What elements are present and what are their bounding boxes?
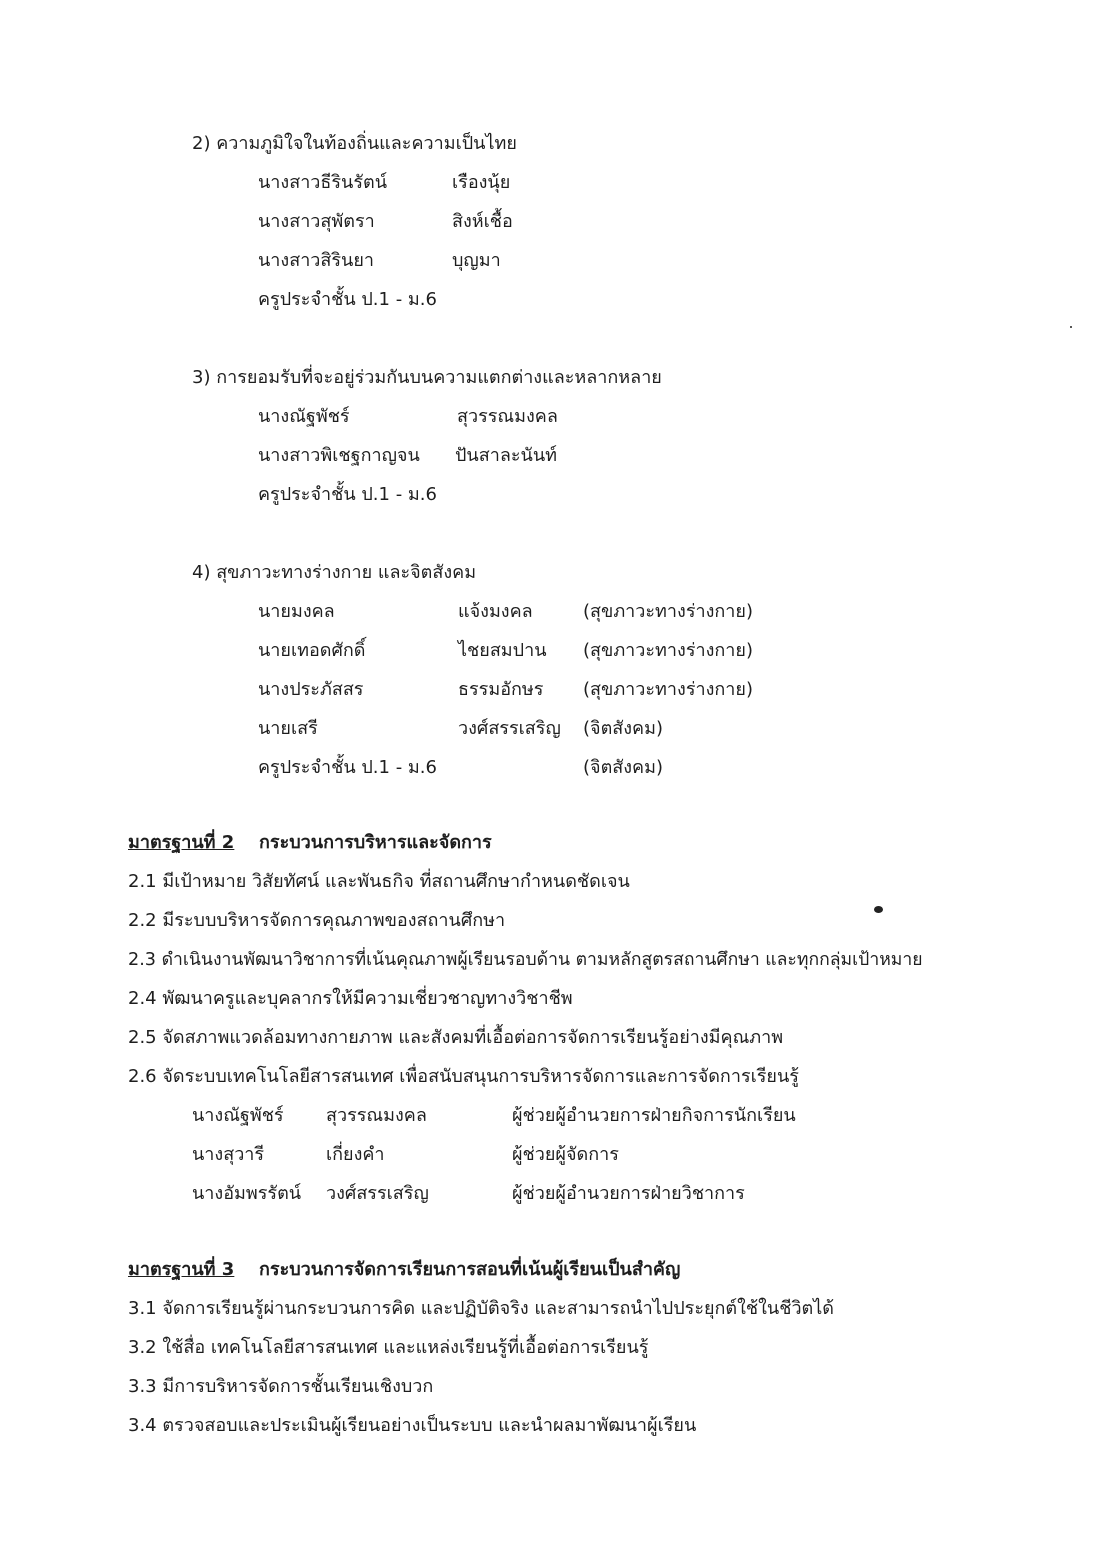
standard-item: 2.2 มีระบบบริหารจัดการคุณภาพของสถานศึกษา <box>128 910 506 931</box>
standard-item: 3.3 มีการบริหารจัดการชั้นเรียนเชิงบวก <box>128 1376 434 1397</box>
person-last-name: เรืองนุ้ย <box>452 172 511 193</box>
person-note: (สุขภาวะทางร่างกาย) <box>583 679 753 700</box>
person-first-name: นายมงคล <box>258 601 335 622</box>
section-heading: 3) การยอมรับที่จะอยู่ร่วมกันบนความแตกต่างและหลากหลาย <box>192 367 662 388</box>
teachers-note: (จิตสังคม) <box>583 757 663 778</box>
teachers-line: ครูประจำชั้น ป.1 - ม.6 <box>258 289 437 310</box>
section-heading: 2) ความภูมิใจในท้องถิ่นและความเป็นไทย <box>192 133 517 154</box>
person-last-name: ไชยสมปาน <box>458 640 547 661</box>
person-last-name: ธรรมอักษร <box>458 679 544 700</box>
person-first-name: นางสาวพิเชฐกาญจน <box>258 445 420 466</box>
teachers-line: ครูประจำชั้น ป.1 - ม.6 <box>258 484 437 505</box>
teachers-line: ครูประจำชั้น ป.1 - ม.6 <box>258 757 437 778</box>
person-first-name: นายเสรี <box>258 718 318 739</box>
standard-label: มาตรฐานที่ 3 <box>128 1259 235 1280</box>
person-last-name: วงศ์สรรเสริญ <box>458 718 561 739</box>
person-last-name: บุญมา <box>452 250 501 271</box>
standard-item: 2.5 จัดสภาพแวดล้อมทางกายภาพ และสังคมที่เอื้อต่อการจัดการเรียนรู้อย่างมีคุณภาพ <box>128 1027 784 1048</box>
standard-item: 3.1 จัดการเรียนรู้ผ่านกระบวนการคิด และปฏิบัติจริง และสามารถนำไปประยุกต์ใช้ในชีวิตได้ <box>128 1298 834 1319</box>
person-role: ผู้ช่วยผู้อำนวยการฝ่ายวิชาการ <box>512 1183 745 1204</box>
standard-item: 3.4 ตรวจสอบและประเมินผู้เรียนอย่างเป็นระบบ และนำผลมาพัฒนาผู้เรียน <box>128 1415 697 1436</box>
person-note: (จิตสังคม) <box>583 718 663 739</box>
standard-title: กระบวนการจัดการเรียนการสอนที่เน้นผู้เรียนเป็นสำคัญ <box>259 1259 681 1280</box>
section-heading: 4) สุขภาวะทางร่างกาย และจิตสังคม <box>192 562 477 583</box>
person-first-name: นางณัฐพัชร์ <box>192 1105 284 1126</box>
person-last-name: สิงห์เชื้อ <box>452 211 513 232</box>
person-first-name: นางสาวสุพัตรา <box>258 211 375 232</box>
scan-speck <box>1070 326 1072 328</box>
scan-speck <box>874 906 883 913</box>
person-first-name: นางประภัสสร <box>258 679 364 700</box>
person-last-name: สุวรรณมงคล <box>326 1105 427 1126</box>
standard-item: 2.3 ดำเนินงานพัฒนาวิชาการที่เน้นคุณภาพผู้เรียนรอบด้าน ตามหลักสูตรสถานศึกษา และทุกกลุ่มเป้าหมาย <box>128 950 923 970</box>
person-first-name: นางสุวารี <box>192 1144 265 1165</box>
person-role: ผู้ช่วยผู้อำนวยการฝ่ายกิจการนักเรียน <box>512 1105 796 1126</box>
standard-label: มาตรฐานที่ 2 <box>128 832 235 853</box>
person-note: (สุขภาวะทางร่างกาย) <box>583 601 753 622</box>
person-last-name: วงศ์สรรเสริญ <box>326 1183 429 1204</box>
standard-item: 2.4 พัฒนาครูและบุคลากรให้มีความเชี่ยวชาญทางวิชาชีพ <box>128 988 573 1009</box>
person-first-name: นางณัฐพัชร์ <box>258 406 350 427</box>
standard-title: กระบวนการบริหารและจัดการ <box>259 832 492 853</box>
person-last-name: สุวรรณมงคล <box>457 406 558 427</box>
person-note: (สุขภาวะทางร่างกาย) <box>583 640 753 661</box>
person-first-name: นายเทอดศักดิ์ <box>258 640 366 661</box>
person-last-name: เกี่ยงคำ <box>326 1144 385 1165</box>
person-first-name: นางสาวธีรินรัตน์ <box>258 172 388 193</box>
person-last-name: ปันสาละนันท์ <box>455 445 557 466</box>
person-first-name: นางสาวสิรินยา <box>258 250 375 271</box>
person-last-name: แจ้งมงคล <box>458 601 533 622</box>
person-first-name: นางอัมพรรัตน์ <box>192 1183 302 1204</box>
standard-item: 2.6 จัดระบบเทคโนโลยีสารสนเทศ เพื่อสนับสนุนการบริหารจัดการและการจัดการเรียนรู้ <box>128 1066 799 1087</box>
person-role: ผู้ช่วยผู้จัดการ <box>512 1144 619 1165</box>
standard-item: 2.1 มีเป้าหมาย วิสัยทัศน์ และพันธกิจ ที่สถานศึกษากำหนดชัดเจน <box>128 871 630 892</box>
standard-item: 3.2 ใช้สื่อ เทคโนโลยีสารสนเทศ และแหล่งเรียนรู้ที่เอื้อต่อการเรียนรู้ <box>128 1337 649 1358</box>
